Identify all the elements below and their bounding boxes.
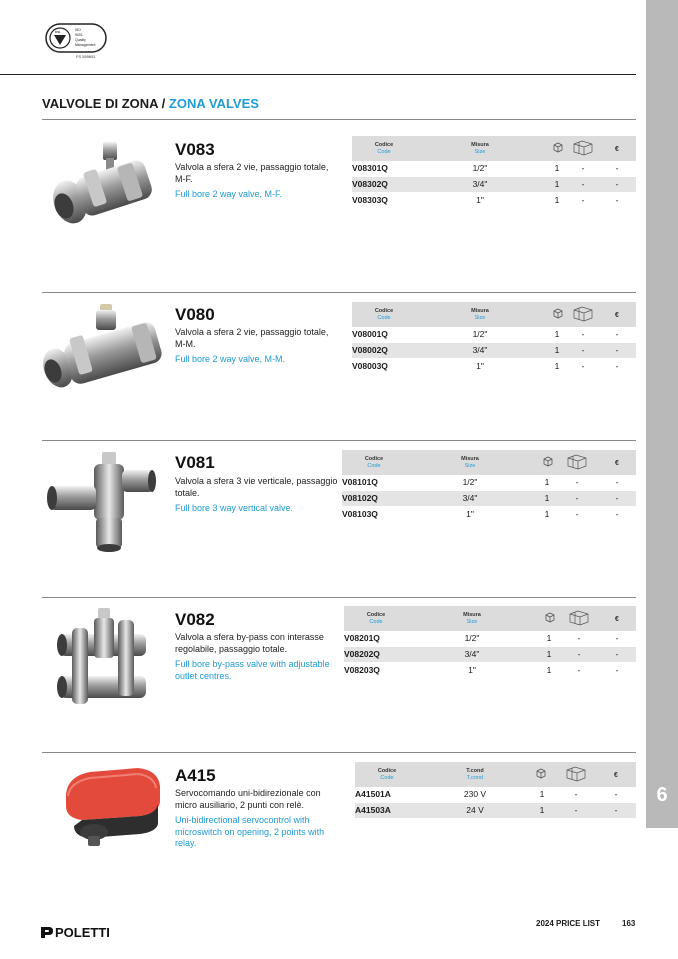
cell-code: A41503A bbox=[355, 805, 391, 815]
svg-text:9001: 9001 bbox=[75, 33, 83, 37]
cell-carton: - bbox=[577, 633, 581, 643]
cell-size: 1" bbox=[476, 195, 484, 205]
svg-text:Quality: Quality bbox=[75, 38, 86, 42]
table-header bbox=[352, 136, 636, 161]
table-row bbox=[355, 803, 636, 818]
table-row bbox=[355, 787, 636, 802]
brand-name: POLETTI bbox=[55, 925, 110, 940]
header-price: € bbox=[615, 312, 619, 319]
cell-box: 1 bbox=[554, 361, 560, 371]
cell-price: - bbox=[615, 329, 619, 339]
header-size: Misura Size bbox=[461, 456, 479, 469]
page-number: 163 bbox=[622, 919, 636, 928]
price-table-v082 bbox=[344, 606, 636, 681]
cell-carton: - bbox=[581, 195, 585, 205]
cell-box: 1 bbox=[546, 649, 552, 659]
cell-code: V08203Q bbox=[344, 665, 380, 675]
cell-size: 1/2" bbox=[464, 633, 480, 643]
cell-code: V08101Q bbox=[342, 477, 378, 487]
product-description-it: Valvola a sfera 2 vie, passaggio totale, M-F. bbox=[175, 162, 329, 184]
cell-size: 1/2" bbox=[472, 329, 488, 339]
price-table-v080 bbox=[352, 302, 636, 377]
cell-carton: - bbox=[574, 789, 578, 799]
cell-carton: - bbox=[574, 805, 578, 815]
carton-icon bbox=[566, 453, 588, 470]
product-code: A415 bbox=[175, 766, 216, 785]
cell-code: V08303Q bbox=[352, 195, 388, 205]
product-description-it: Valvola a sfera 2 vie, passaggio totale, M-M. bbox=[175, 327, 329, 349]
cert-code: FS 559651 bbox=[76, 54, 96, 59]
section-title bbox=[42, 96, 259, 111]
header-code: Codice Code bbox=[377, 768, 397, 781]
header-price: € bbox=[615, 460, 619, 467]
product-image-v083 bbox=[48, 140, 160, 237]
cell-size: 3/4" bbox=[462, 493, 478, 503]
cell-box: 1 bbox=[554, 195, 560, 205]
table-header bbox=[344, 606, 636, 631]
product-code: V083 bbox=[175, 140, 215, 159]
table-header bbox=[355, 762, 636, 787]
product-code: V081 bbox=[175, 453, 215, 472]
table-row bbox=[352, 177, 636, 192]
cell-price: - bbox=[615, 509, 619, 519]
cell-tcond: 24 V bbox=[466, 805, 484, 815]
header-price: € bbox=[614, 772, 618, 779]
header-code: Codice Code bbox=[364, 456, 384, 469]
cell-price: - bbox=[615, 195, 619, 205]
cell-box: 1 bbox=[546, 665, 552, 675]
cell-code: A41501A bbox=[355, 789, 391, 799]
table-row bbox=[342, 475, 636, 490]
cell-price: - bbox=[615, 345, 619, 355]
product-divider bbox=[42, 292, 636, 293]
cell-size: 1/2" bbox=[472, 163, 488, 173]
cell-carton: - bbox=[577, 649, 581, 659]
cell-size: 1" bbox=[468, 665, 476, 675]
cell-price: - bbox=[615, 361, 619, 371]
svg-text:ISO: ISO bbox=[75, 28, 82, 32]
section-title-it: VALVOLE DI ZONA / bbox=[42, 96, 166, 111]
cell-code: V08001Q bbox=[352, 329, 388, 339]
box-icon bbox=[542, 455, 554, 467]
carton-icon bbox=[568, 609, 590, 626]
chapter-number: 6 bbox=[656, 784, 668, 806]
chapter-tab bbox=[646, 0, 678, 828]
cell-box: 1 bbox=[554, 163, 560, 173]
cell-box: 1 bbox=[546, 633, 552, 643]
cell-size: 1/2" bbox=[462, 477, 478, 487]
cell-code: V08003Q bbox=[352, 361, 388, 371]
header-code: Codice Code bbox=[366, 612, 386, 625]
price-table-v081 bbox=[342, 450, 636, 525]
svg-text:Management: Management bbox=[75, 43, 96, 47]
cell-box: 1 bbox=[554, 345, 560, 355]
box-icon bbox=[552, 141, 564, 153]
cell-carton: - bbox=[581, 163, 585, 173]
cell-box: 1 bbox=[544, 477, 550, 487]
header-size: Misura Size bbox=[471, 308, 489, 321]
price-table-v083 bbox=[352, 136, 636, 211]
cell-price: - bbox=[615, 477, 619, 487]
cell-carton: - bbox=[575, 509, 579, 519]
carton-icon bbox=[572, 305, 594, 322]
cell-price: - bbox=[615, 649, 619, 659]
section-divider bbox=[42, 119, 636, 120]
product-description-en: Full bore 3 way vertical valve. bbox=[175, 503, 294, 513]
cell-carton: - bbox=[581, 361, 585, 371]
table-row bbox=[344, 663, 636, 678]
product-divider bbox=[42, 440, 636, 441]
cell-size: 1" bbox=[466, 509, 474, 519]
cell-carton: - bbox=[575, 477, 579, 487]
header-divider bbox=[0, 74, 636, 75]
product-image-a415 bbox=[60, 766, 164, 853]
header-size: Misura Size bbox=[471, 142, 489, 155]
cell-code: V08202Q bbox=[344, 649, 380, 659]
cell-code: V08302Q bbox=[352, 179, 388, 189]
box-icon bbox=[535, 767, 547, 779]
table-row bbox=[342, 491, 636, 506]
svg-text:bsi.: bsi. bbox=[55, 29, 62, 34]
price-table-a415 bbox=[355, 762, 636, 822]
table-row bbox=[352, 359, 636, 374]
cell-box: 1 bbox=[539, 805, 545, 815]
product-image-v082 bbox=[54, 606, 154, 715]
cell-price: - bbox=[615, 665, 619, 675]
product-description-en: Uni-bidirectional servocontrol with microswitch on opening, 2 points with relay. bbox=[175, 815, 325, 848]
cell-box: 1 bbox=[554, 179, 560, 189]
cell-size: 3/4" bbox=[472, 179, 488, 189]
cell-code: V08201Q bbox=[344, 633, 380, 643]
cell-price: - bbox=[615, 163, 619, 173]
carton-icon bbox=[565, 765, 587, 782]
cell-price: - bbox=[614, 805, 618, 815]
table-row bbox=[352, 327, 636, 342]
product-description-it: Valvola a sfera by-pass con interasse regolabile, passaggio totale. bbox=[175, 632, 324, 654]
cell-size: 3/4" bbox=[472, 345, 488, 355]
cell-box: 1 bbox=[554, 329, 560, 339]
cell-size: 3/4" bbox=[464, 649, 480, 659]
cell-box: 1 bbox=[539, 789, 545, 799]
carton-icon bbox=[572, 139, 594, 156]
table-row bbox=[344, 631, 636, 646]
table-header bbox=[352, 302, 636, 327]
product-code: V082 bbox=[175, 610, 215, 629]
product-description-en: Full bore by-pass valve with adjustable outlet centres. bbox=[175, 659, 330, 681]
product-description-it: Servocomando uni-bidirezionale con micro ausiliario, 2 punti con relè. bbox=[175, 788, 321, 810]
header-price: € bbox=[615, 616, 619, 623]
cell-price: - bbox=[615, 493, 619, 503]
cell-carton: - bbox=[577, 665, 581, 675]
cell-code: V08301Q bbox=[352, 163, 388, 173]
cell-carton: - bbox=[581, 329, 585, 339]
product-description-en: Full bore 2 way valve, M-F. bbox=[175, 189, 283, 199]
table-row bbox=[352, 343, 636, 358]
table-row bbox=[352, 161, 636, 176]
box-icon bbox=[552, 307, 564, 319]
cell-price: - bbox=[615, 633, 619, 643]
cell-carton: - bbox=[575, 493, 579, 503]
section-title-en: ZONA VALVES bbox=[168, 96, 259, 111]
poletti-logo bbox=[40, 924, 118, 945]
product-code: V080 bbox=[175, 305, 215, 324]
table-row bbox=[352, 193, 636, 208]
product-description-en: Full bore 2 way valve, M-M. bbox=[175, 354, 286, 364]
cell-box: 1 bbox=[544, 509, 550, 519]
header-code: Codice Code bbox=[374, 142, 394, 155]
cell-carton: - bbox=[581, 179, 585, 189]
cell-code: V08103Q bbox=[342, 509, 378, 519]
table-header bbox=[342, 450, 636, 475]
header-code: Codice Code bbox=[374, 308, 394, 321]
product-divider bbox=[42, 752, 636, 753]
product-divider bbox=[42, 597, 636, 598]
cell-code: V08002Q bbox=[352, 345, 388, 355]
price-list-label: 2024 PRICE LIST bbox=[536, 919, 601, 928]
product-image-v081 bbox=[46, 450, 158, 559]
table-row bbox=[342, 507, 636, 522]
cell-price: - bbox=[615, 179, 619, 189]
header-size: Misura Size bbox=[463, 612, 481, 625]
cell-tcond: 230 V bbox=[463, 789, 487, 799]
cell-carton: - bbox=[581, 345, 585, 355]
table-row bbox=[344, 647, 636, 662]
product-image-v080 bbox=[40, 302, 166, 401]
cell-code: V08102Q bbox=[342, 493, 378, 503]
cell-box: 1 bbox=[544, 493, 550, 503]
header-tcond: T.cond T.cond bbox=[466, 768, 484, 781]
cell-price: - bbox=[614, 789, 618, 799]
box-icon bbox=[544, 611, 556, 623]
header-price: € bbox=[615, 146, 619, 153]
product-description-it: Valvola a sfera 3 vie verticale, passaggio totale. bbox=[175, 476, 338, 498]
cell-size: 1" bbox=[476, 361, 484, 371]
